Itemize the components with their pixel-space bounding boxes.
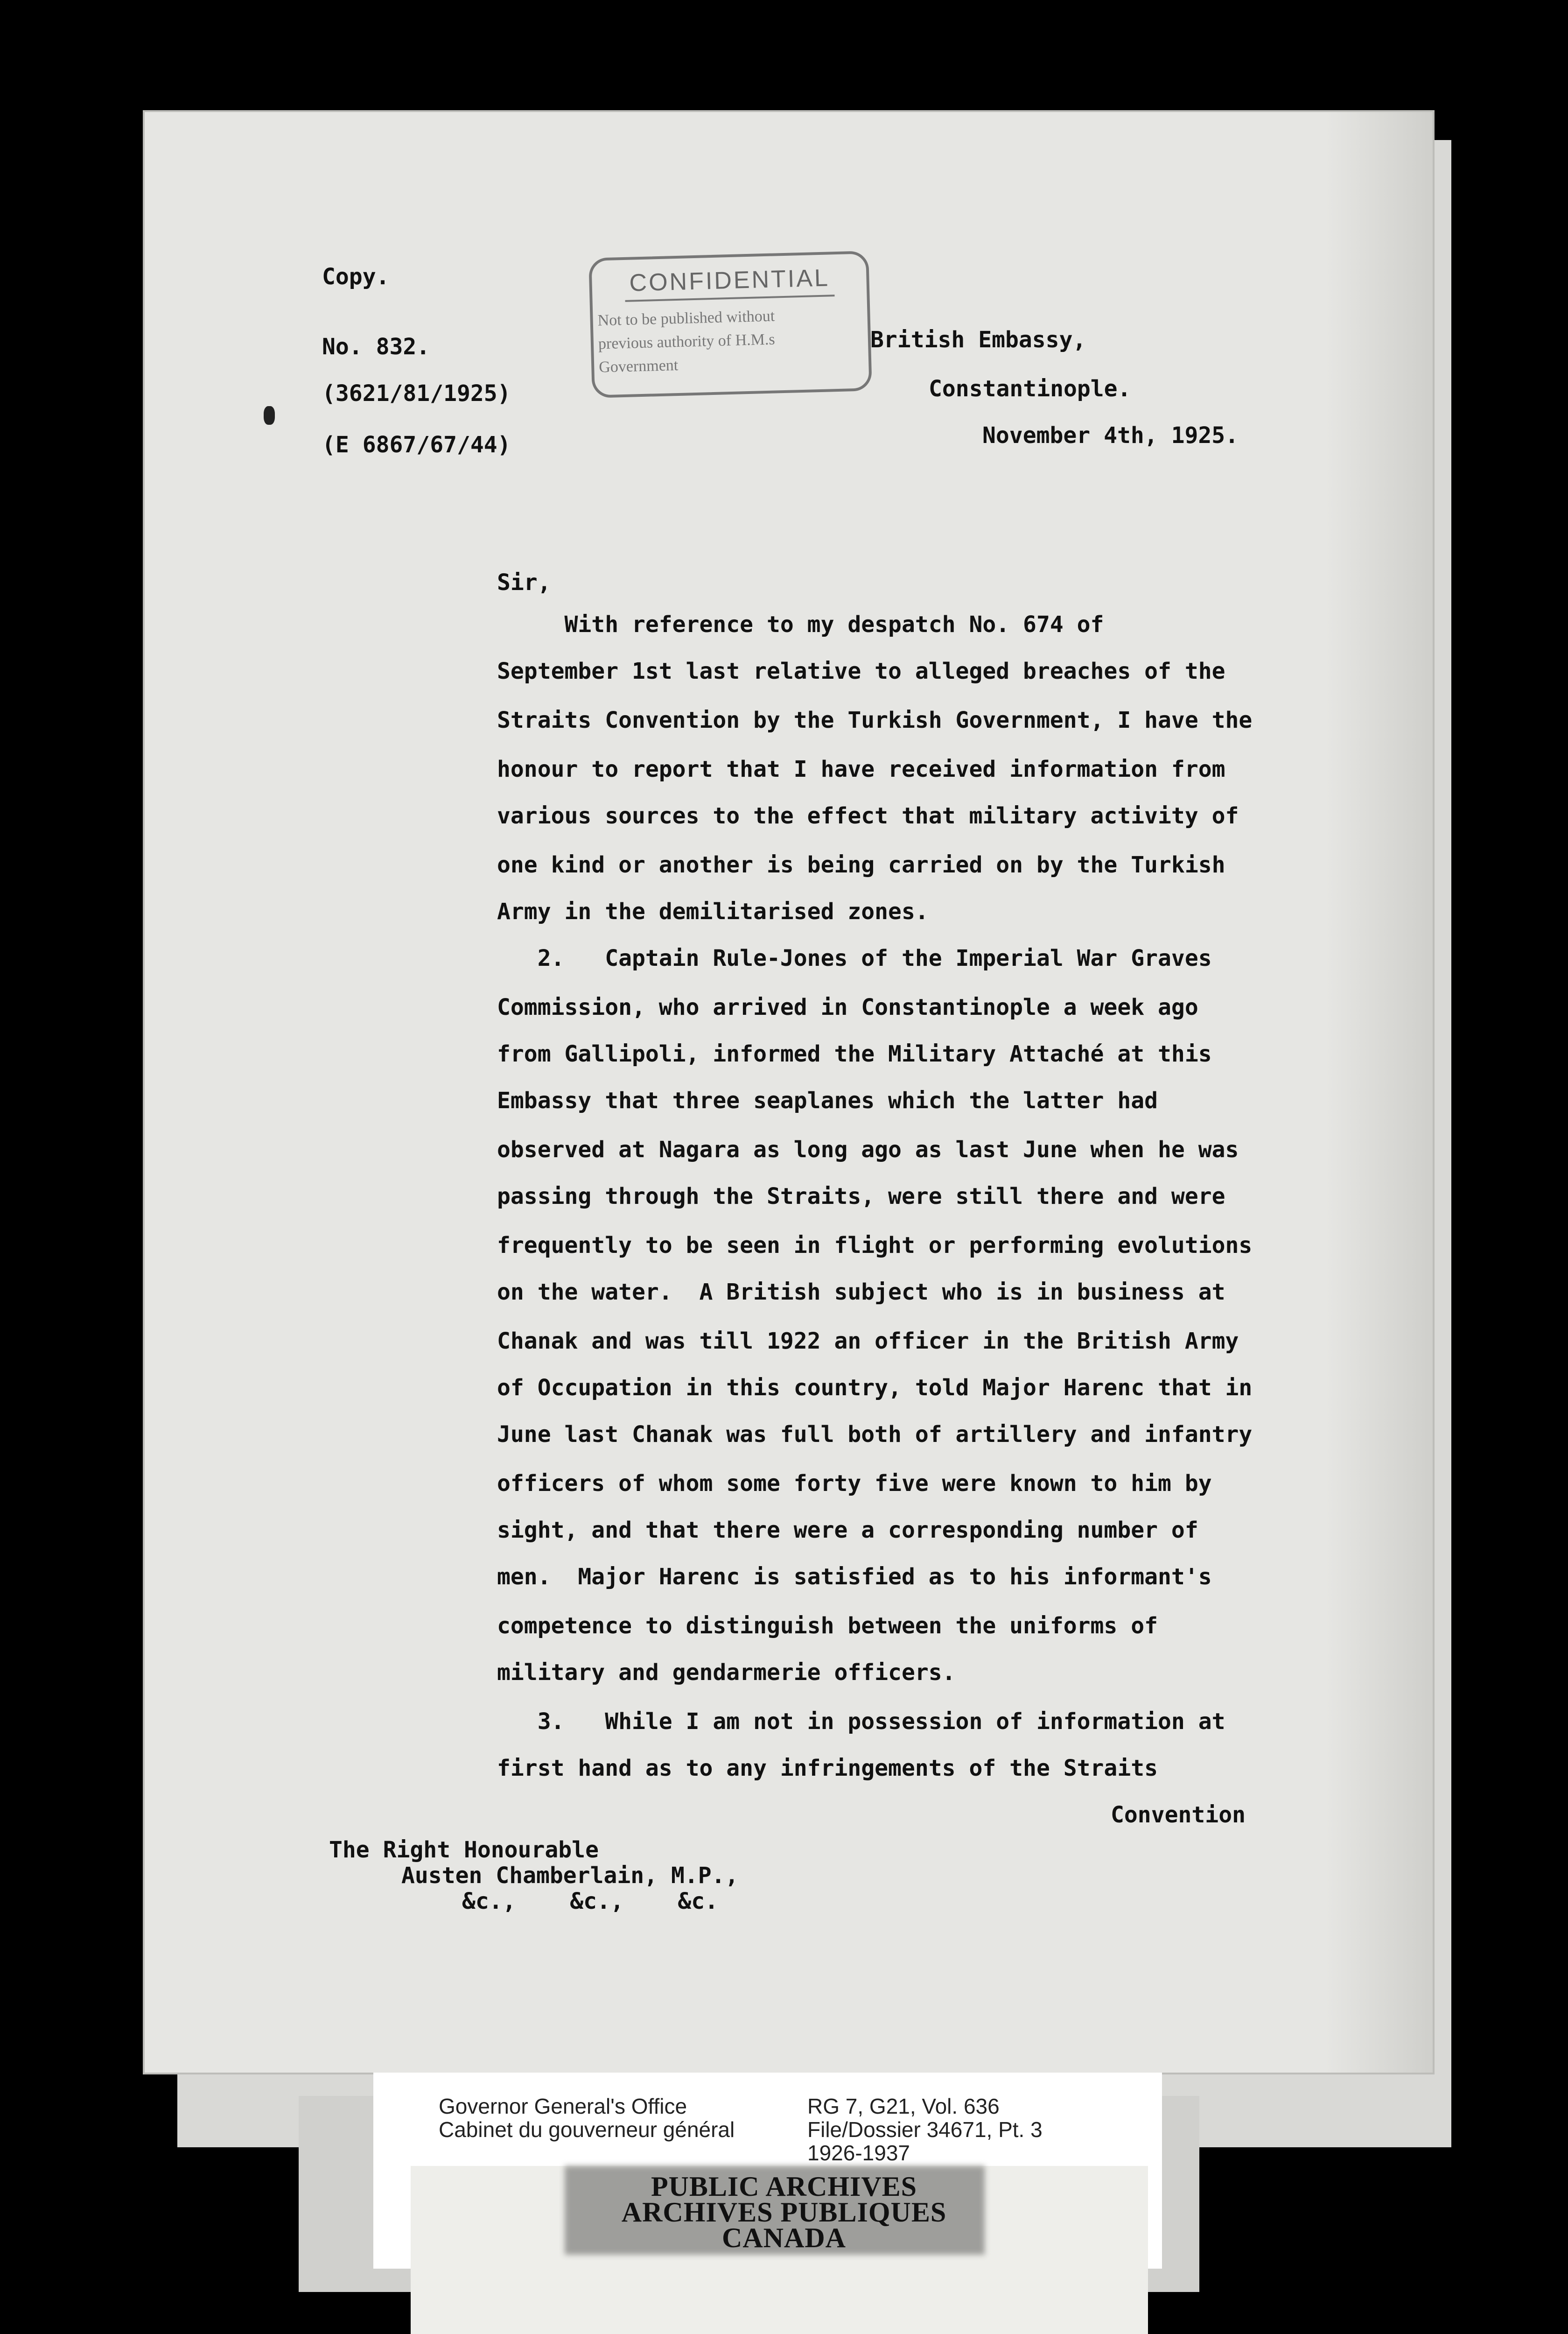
- archive-stamp-line-2: ARCHIVES PUBLIQUES: [621, 2197, 947, 2228]
- body-line: sight, and that there were a corresponding number of: [497, 1517, 1198, 1543]
- sender-organization: British Embassy,: [870, 327, 1086, 353]
- body-line: military and gendarmerie officers.: [497, 1659, 956, 1686]
- stamp-line-1: Not to be published without: [597, 307, 775, 330]
- reference-file: (3621/81/1925): [322, 380, 511, 407]
- archive-stamp-line-1: PUBLIC ARCHIVES: [651, 2171, 917, 2202]
- body-line: Commission, who arrived in Constantinople a week ago: [497, 994, 1198, 1020]
- body-line: Embassy that three seaplanes which the latter had: [497, 1088, 1158, 1114]
- reference-number: No. 832.: [322, 334, 430, 360]
- body-line: With reference to my despatch No. 674 of: [497, 612, 1104, 638]
- catchword: Convention: [1111, 1802, 1246, 1828]
- addressee-line-3: &c., &c., &c.: [462, 1888, 719, 1914]
- body-line: June last Chanak was full both of artillery and infantry: [497, 1421, 1253, 1448]
- confidential-stamp: [588, 251, 872, 398]
- body-line: men. Major Harenc is satisfied as to his informant's: [497, 1564, 1212, 1590]
- body-line: Chanak and was till 1922 an officer in the British Army: [497, 1328, 1239, 1354]
- body-line: passing through the Straits, were still there and were: [497, 1183, 1225, 1209]
- body-line: of Occupation in this country, told Major Harenc that in: [497, 1375, 1253, 1401]
- body-line: 3. While I am not in possession of information at: [497, 1708, 1225, 1735]
- body-line: from Gallipoli, informed the Military Attaché at this: [497, 1041, 1212, 1067]
- archive-ref-line-1: RG 7, G21, Vol. 636: [807, 2094, 1000, 2118]
- sender-city: Constantinople.: [929, 376, 1131, 402]
- body-line: first hand as to any infringements of the Straits: [497, 1755, 1158, 1781]
- stamp-title: CONFIDENTIAL: [624, 264, 835, 302]
- body-line: 2. Captain Rule-Jones of the Imperial War Graves: [497, 945, 1212, 971]
- body-line: on the water. A British subject who is in business at: [497, 1279, 1225, 1305]
- archive-ref-line-3: 1926-1937: [807, 2141, 910, 2165]
- body-line: various sources to the effect that military activity of: [497, 803, 1239, 829]
- body-line: Army in the demilitarised zones.: [497, 899, 929, 925]
- copy-label: Copy.: [322, 264, 390, 290]
- reference-e: (E 6867/67/44): [322, 432, 511, 458]
- body-line: one kind or another is being carried on by the Turkish: [497, 852, 1225, 878]
- addressee-line-2: Austen Chamberlain, M.P.,: [401, 1863, 739, 1889]
- body-line: Straits Convention by the Turkish Government, I have the: [497, 707, 1253, 733]
- office-french: Cabinet du gouverneur général: [439, 2117, 735, 2142]
- addressee-line-1: The Right Honourable: [329, 1837, 599, 1863]
- body-line: competence to distinguish between the uniforms of: [497, 1613, 1158, 1639]
- body-line: September 1st last relative to alleged breaches of the: [497, 658, 1225, 684]
- body-line: officers of whom some forty five were known to him by: [497, 1470, 1212, 1497]
- page-edge-shadow: [1325, 112, 1433, 2073]
- stamp-line-3: Government: [598, 356, 679, 376]
- stamp-line-2: previous authority of H.M.s: [598, 330, 776, 353]
- body-line: honour to report that I have received information from: [497, 756, 1225, 782]
- archive-ref-line-2: File/Dossier 34671, Pt. 3: [807, 2117, 1043, 2142]
- archive-stamp-line-3: CANADA: [722, 2222, 846, 2253]
- letter-date: November 4th, 1925.: [982, 422, 1239, 449]
- hole-mark: [264, 406, 275, 425]
- salutation: Sir,: [497, 569, 551, 596]
- body-line: frequently to be seen in flight or performing evolutions: [497, 1232, 1253, 1258]
- office-english: Governor General's Office: [439, 2094, 687, 2118]
- body-line: observed at Nagara as long ago as last June when he was: [497, 1137, 1239, 1163]
